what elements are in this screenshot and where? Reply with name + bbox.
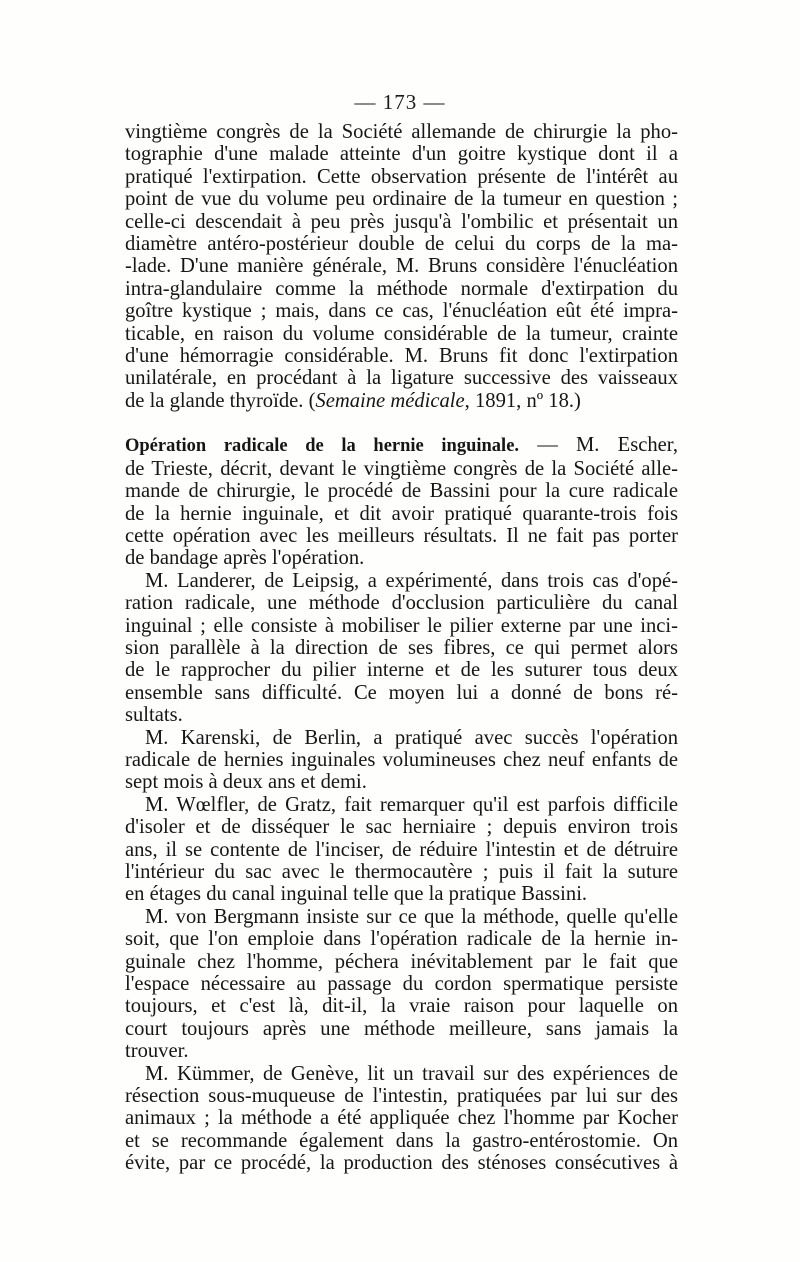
text-line: et se recommande également dans la gastro-entérostomie. On [125, 1129, 678, 1152]
text-line: cette opération avec les meilleurs résultats. Il ne fait pas porter [125, 524, 678, 547]
text-line: ans, il se contente de l'inciser, de réduire l'intestin et de détruire [125, 838, 678, 861]
text-line: sultats. [125, 704, 183, 727]
text-line: ration radicale, une méthode d'occlusion particulière du canal [125, 592, 678, 615]
paragraph-woelfler [125, 794, 678, 906]
paragraph-landerer [125, 570, 678, 727]
citation-prefix: de la glande thyroïde. ( [125, 389, 316, 412]
text-line: sion parallèle à la direction de ses fibres, ce qui permet alors [125, 636, 678, 659]
text-line: M. Wœlfler, de Gratz, fait remarquer qu'il est parfois difficile [145, 793, 678, 816]
text-line: tographie d'une malade atteinte d'un goitre kystique dont il a [125, 143, 678, 166]
text-line: soit, que l'on emploie dans l'opération radicale de la hernie in- [125, 928, 678, 951]
text-line: M. Landerer, de Leipsig, a expérimenté, dans trois cas d'opé- [145, 569, 678, 592]
text-line: de bandage après l'opération. [125, 547, 365, 570]
text-line: évite, par ce procédé, la production des sténoses consécutives à [125, 1152, 678, 1175]
text-line-heading [125, 434, 678, 457]
text-line: diamètre antéro-postérieur double de celui du corps de la ma- [125, 233, 678, 256]
text-line: résection sous-muqueuse de l'intestin, pratiquées par lui sur des [125, 1085, 678, 1108]
paragraph-kuemmer [125, 1063, 678, 1175]
paragraph-karenski [125, 727, 678, 794]
text-line: de le rapprocher du pilier interne et de les suturer tous deux [125, 659, 678, 682]
paragraph-escher [125, 434, 678, 569]
text-line: toujours, et c'est là, dit-il, la vraie raison pour laquelle on [125, 995, 678, 1018]
text-line: radicale de hernies inguinales volumineuses chez neuf enfants de [125, 748, 678, 771]
text-line: point de vue du volume peu ordinaire de la tumeur en question ; [125, 188, 678, 211]
page-number: — 173 — [354, 90, 446, 114]
paragraph-goitre [125, 121, 678, 412]
text-line: inguinal ; elle consiste à mobiliser le pilier externe par une inci- [125, 614, 678, 637]
heading-rest: — M. Escher, [519, 434, 678, 457]
section-heading: Opération radicale de la hernie inguinale. [125, 436, 520, 457]
paragraph-von-bergmann [125, 906, 678, 1063]
text-line: en étages du canal inguinal telle que la pratique Bassini. [125, 883, 588, 906]
text-line: mande de chirurgie, le procédé de Bassini pour la cure radicale [125, 480, 678, 503]
text-line: M. Kümmer, de Genève, lit un travail sur des expériences de [145, 1062, 678, 1085]
text-line: intra-glandulaire comme la méthode normale d'extirpation du [125, 277, 678, 300]
text-line: unilatérale, en procédant à la ligature successive des vaisseaux [125, 367, 678, 390]
text-line: animaux ; la méthode a été appliquée chez l'homme par Kocher [125, 1107, 678, 1130]
text-line: de Trieste, décrit, devant le vingtième congrès de la Société alle- [125, 457, 678, 480]
section-gap [125, 412, 678, 434]
text-line: l'espace nécessaire au passage du cordon spermatique persiste [125, 973, 678, 996]
text-line: l'intérieur du sac avec le thermocautère ; puis il fait la suture [125, 861, 678, 883]
text-line: M. Karenski, de Berlin, a pratiqué avec succès l'opération [145, 726, 678, 749]
text-line: d'isoler et de disséquer le sac herniaire ; depuis environ trois [125, 816, 678, 839]
text-line: sept mois à deux ans et demi. [125, 771, 367, 794]
text-line: guinale chez l'homme, péchera inévitablement par le fait que [125, 950, 678, 973]
text-line: celle-ci descendait à peu près jusqu'à l'ombilic et présentait un [125, 210, 678, 233]
text-line-citation [125, 390, 678, 412]
text-line: -lade. D'une manière générale, M. Bruns considère l'énucléation [125, 255, 678, 278]
text-line: trouver. [125, 1040, 189, 1063]
text-line: court toujours après une méthode meilleure, sans jamais la [125, 1017, 678, 1040]
text-line: vingtième congrès de la Société allemande de chirurgie la pho- [125, 121, 678, 143]
text-line: d'une hémorragie considérable. M. Bruns fit donc l'extirpation [125, 345, 678, 368]
text-line: de la hernie inguinale, et dit avoir pratiqué quarante-trois fois [125, 502, 678, 525]
text-line: ensemble sans difficulté. Ce moyen lui a donné de bons ré- [125, 681, 678, 704]
citation-journal: Semaine médicale [315, 389, 465, 412]
citation-suffix: , 1891, nº 18.) [464, 389, 581, 412]
text-line: M. von Bergmann insiste sur ce que la méthode, quelle qu'elle [145, 905, 678, 928]
text-line: pratiqué l'extirpation. Cette observation présente de l'intérêt au [125, 165, 678, 188]
page-body [125, 121, 678, 1175]
text-line: ticable, en raison du volume considérable de la tumeur, crainte [125, 322, 678, 345]
text-line: goître kystique ; mais, dans ce cas, l'énucléation eût été impra- [125, 300, 678, 323]
